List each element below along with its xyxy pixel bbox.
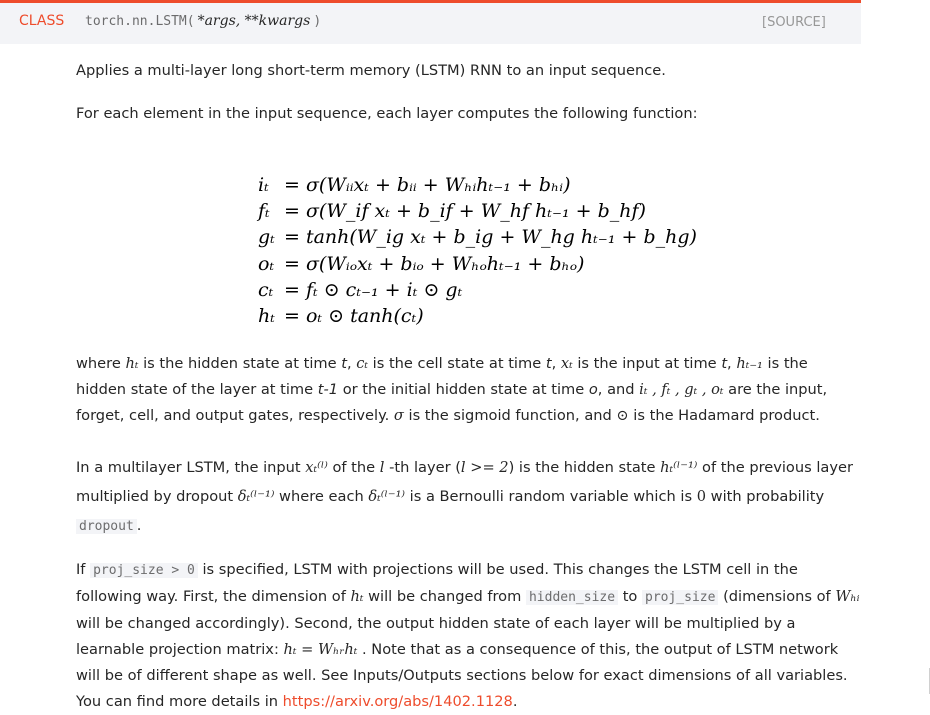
dropout-code: dropout	[76, 519, 137, 534]
lstm-equations	[258, 172, 697, 329]
signature-params: *args, **kwargs	[197, 13, 311, 29]
equation-output-gate: oₜ = σ(Wᵢₒxₜ + bᵢₒ + Wₕₒhₜ₋₁ + bₕₒ)	[258, 252, 585, 275]
proj-paragraph: If proj_size > 0 is specified, LSTM with projections will be used. This changes the LSTM cell in the following way. First, the dimension of hₜ will be changed from hidden_size to proj_size (dimensions of Wₕᵢ will be changed accordingly). Second, the output hidden state of each layer will be multiplied by a learnable projection matrix: hₜ = Wₕᵣhₜ . Note that as a consequence of this, the output of LSTM network will be of different shape as well. See Inputs/Outputs sections below for exact dimensions of all variables. You can find more details in https://arxiv.org/abs/1402.1128.	[76, 561, 860, 710]
where-paragraph: where hₜ is the hidden state at time t, cₜ is the cell state at time t, xₜ is the input at time t, hₜ₋₁ is the hidden state of the layer at time t-1 or the initial hidden state at time o, and iₜ , fₜ , gₜ , oₜ are the input, forget, cell, and output gates, respectively. σ is the sigmoid function, and ⊙ is the Hadamard product.	[76, 355, 828, 424]
equation-cell-gate: gₜ = tanh(W_ig xₜ + b_ig + W_hg hₜ₋₁ + b_hg)	[258, 226, 697, 249]
equation-forget-gate: fₜ = σ(W_if xₜ + b_if + W_hf hₜ₋₁ + b_hf)	[258, 200, 646, 223]
signature-close: )	[310, 14, 324, 29]
equation-hidden-state: hₜ = oₜ ⊙ tanh(cₜ)	[258, 305, 424, 328]
signature-header	[0, 0, 861, 44]
function-intro-text: For each element in the input sequence, each layer computes the following function:	[76, 105, 698, 122]
hidden-size-code: hidden_size	[526, 590, 618, 605]
equation-input-gate: iₜ = σ(Wᵢᵢxₜ + bᵢᵢ + Wₕᵢhₜ₋₁ + bₕᵢ)	[258, 174, 571, 196]
equation-cell-state: cₜ = fₜ ⊙ cₜ₋₁ + iₜ ⊙ gₜ	[258, 278, 463, 301]
source-link[interactable]: [SOURCE]	[762, 15, 826, 30]
signature	[82, 13, 324, 29]
proj-size-code-2: proj_size	[642, 590, 718, 605]
intro-text: Applies a multi-layer long short-term memory (LSTM) RNN to an input sequence.	[76, 62, 666, 79]
signature-name: torch.nn.LSTM(	[82, 14, 198, 29]
proj-size-code: proj_size > 0	[90, 563, 198, 578]
multilayer-paragraph: In a multilayer LSTM, the input xₜ⁽ˡ⁾ of the l -th layer (l >= 2) is the hidden state hₜ⁽ˡ⁻¹⁾ of the previous layer multiplied by dropout δₜ⁽ˡ⁻¹⁾ where each δₜ⁽ˡ⁻¹⁾ is a Bernoulli random variable which is 0 with probability dropout .	[76, 459, 853, 534]
arxiv-link[interactable]: https://arxiv.org/abs/1402.1128	[282, 693, 513, 710]
class-label: CLASS	[19, 13, 65, 29]
